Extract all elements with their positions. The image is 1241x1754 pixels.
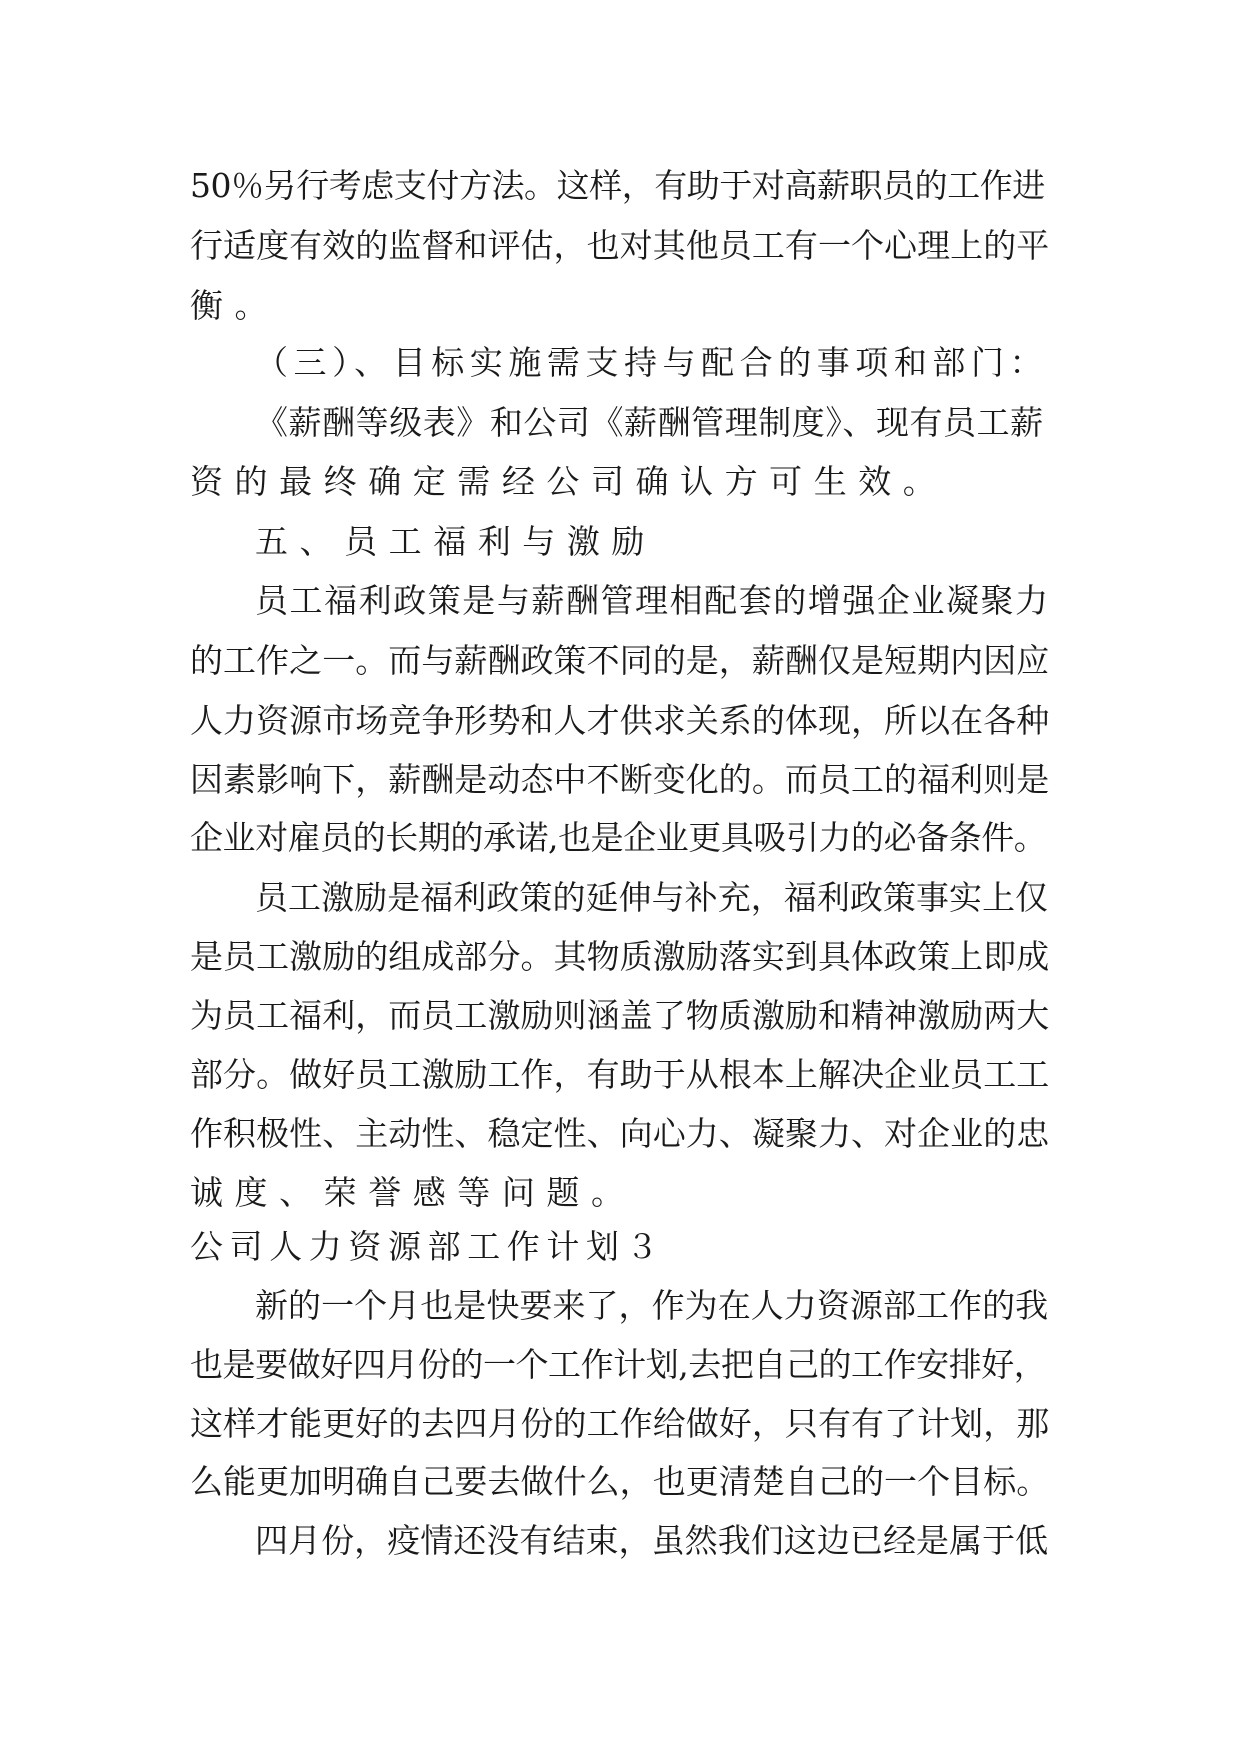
text-line: 50％另行考虑支付方法。这样，有助于对高薪职员的工作进 — [190, 166, 1045, 205]
text-line: 《薪酬等级表》和公司《薪酬管理制度》、现有员工薪 — [255, 403, 1044, 442]
text-line: 为员工福利，而员工激励则涵盖了物质激励和精神激励两大 — [190, 996, 1050, 1035]
section-heading: （三）、目标实施需支持与配合的事项和部门： — [255, 343, 1049, 382]
document-title: 公司人力资源部工作计划３ — [190, 1227, 666, 1266]
text-line: 衡。 — [190, 286, 280, 325]
text-line: 人力资源市场竞争形势和人才供求关系的体现，所以在各种 — [190, 701, 1050, 740]
text-line: 企业对雇员的长期的承诺,也是企业更具吸引力的必备条件。 — [190, 818, 1047, 857]
text-line: 也是要做好四月份的一个工作计划,去把自己的工作安排好， — [190, 1345, 1047, 1384]
text-line: 诚度、荣誉感等问题。 — [190, 1173, 636, 1212]
text-line: 这样才能更好的去四月份的工作给做好，只有有了计划，那 — [190, 1404, 1050, 1443]
text-line: 的工作之一。而与薪酬政策不同的是，薪酬仅是短期内因应 — [190, 641, 1050, 680]
text-line: 因素影响下，薪酬是动态中不断变化的。而员工的福利则是 — [190, 760, 1050, 799]
text-line: 行适度有效的监督和评估，也对其他员工有一个心理上的平 — [190, 226, 1050, 265]
text-line: 作积极性、主动性、稳定性、向心力、凝聚力、对企业的忠 — [190, 1114, 1050, 1153]
text-line: 新的一个月也是快要来了，作为在人力资源部工作的我 — [255, 1286, 1049, 1325]
text-line: 是员工激励的组成部分。其物质激励落实到具体政策上即成 — [190, 937, 1050, 976]
text-line: 么能更加明确自己要去做什么，也更清楚自己的一个目标。 — [190, 1462, 1050, 1501]
text-line: 四月份，疫情还没有结束，虽然我们这边已经是属于低 — [255, 1521, 1049, 1560]
text-line: 员工激励是福利政策的延伸与补充，福利政策事实上仅 — [255, 878, 1049, 917]
section-heading: 五、员工福利与激励 — [255, 522, 656, 561]
text-line: 员工福利政策是与薪酬管理相配套的增强企业凝聚力 — [255, 581, 1050, 620]
text-line: 部分。做好员工激励工作，有助于从根本上解决企业员工工 — [190, 1055, 1050, 1094]
text-line: 资的最终确定需经公司确认方可生效。 — [190, 462, 948, 501]
